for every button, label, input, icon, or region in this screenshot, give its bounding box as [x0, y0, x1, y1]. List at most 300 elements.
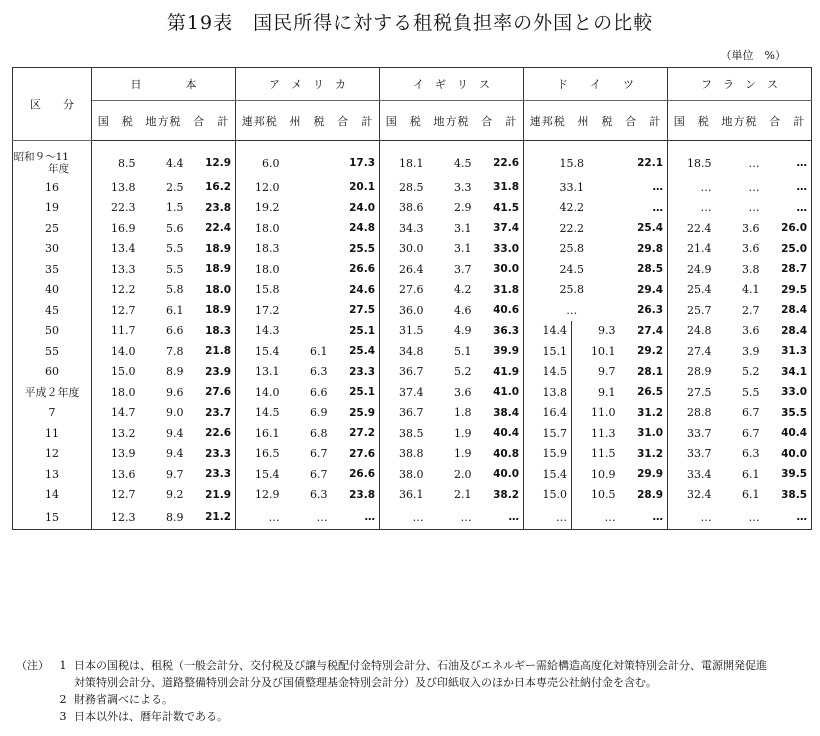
- table-cell: 22.4: [668, 218, 716, 239]
- row-label: 35: [13, 259, 92, 280]
- table-cell: 3.6: [454, 385, 472, 399]
- note-item: [16, 708, 811, 725]
- table-cell: 3.3: [454, 180, 472, 194]
- table-cell-total: 28.1: [637, 365, 664, 378]
- table-cell: 12.2: [92, 280, 140, 301]
- table-cell: 9.7: [572, 362, 620, 383]
- table-cell: 18.1: [380, 141, 428, 178]
- subheader-cell: 連邦税: [236, 101, 284, 141]
- table-cell: 28.5: [380, 177, 428, 198]
- table-cell-total: 25.4: [637, 222, 664, 235]
- table-cell: 16.4: [524, 403, 572, 424]
- table-cell-total: 29.8: [637, 242, 664, 255]
- table-cell-total: 40.4: [493, 427, 520, 440]
- table-cell: 15.9: [524, 444, 572, 465]
- table-cell-total: 30.0: [493, 263, 520, 276]
- table-row: [13, 259, 812, 280]
- table-cell-total: 26.5: [637, 386, 664, 399]
- country-header-uk: イ ギ リ ス: [380, 68, 524, 101]
- table-cell: 8.9: [140, 505, 188, 530]
- table-cell: 30.0: [380, 239, 428, 260]
- table-cell-total: …: [652, 181, 664, 194]
- note-item: [16, 657, 811, 674]
- table-cell: 13.8: [524, 382, 572, 403]
- table-cell: 6.8: [310, 426, 328, 440]
- table-cell: 10.1: [572, 341, 620, 362]
- table-cell: 2.7: [742, 303, 760, 317]
- table-cell-total: 22.1: [637, 157, 664, 169]
- subheader-cell: 合 計: [188, 101, 236, 141]
- subheader-cell: 合 計: [476, 101, 524, 141]
- table-cell: 13.3: [92, 259, 140, 280]
- table-cell: 21.4: [668, 239, 716, 260]
- table-cell: 12.3: [92, 505, 140, 530]
- table-cell-total: 28.9: [637, 488, 664, 501]
- table-cell: 18.0: [236, 218, 284, 239]
- table-cell-total: 41.0: [493, 386, 520, 399]
- table-cell: …: [284, 505, 332, 530]
- table-cell-total: 41.9: [493, 365, 520, 378]
- row-label: 50: [13, 321, 92, 342]
- table-cell: 34.8: [380, 341, 428, 362]
- table-row: [13, 341, 812, 362]
- subheader-row: [13, 101, 812, 141]
- row-label: 45: [13, 300, 92, 321]
- table-cell: 33.1: [524, 177, 620, 198]
- table-cell: 6.3: [742, 447, 760, 461]
- note-number: 2: [59, 693, 67, 706]
- table-cell: 8.5: [92, 141, 140, 178]
- subheader-cell: 合 計: [620, 101, 668, 141]
- table-cell: 4.2: [454, 283, 472, 297]
- table-cell: [284, 177, 332, 198]
- table-cell: …: [380, 505, 428, 530]
- table-cell-total: 23.8: [205, 201, 232, 214]
- table-cell: 15.7: [524, 423, 572, 444]
- table-cell: 14.3: [236, 321, 284, 342]
- table-cell: 3.9: [742, 344, 760, 358]
- row-label: 11: [13, 423, 92, 444]
- table-cell: 9.4: [166, 447, 184, 461]
- table-cell-total: 40.0: [781, 447, 808, 460]
- table-cell: …: [524, 505, 572, 530]
- table-cell: 38.0: [380, 464, 428, 485]
- table-cell: 9.2: [166, 488, 184, 502]
- table-cell: 11.3: [572, 423, 620, 444]
- table-cell: [284, 239, 332, 260]
- table-cell: 14.4: [524, 321, 572, 342]
- table-cell: 38.6: [380, 198, 428, 219]
- table-cell-total: 27.6: [349, 447, 376, 460]
- table-cell: 11.7: [92, 321, 140, 342]
- subheader-cell: 国 税: [380, 101, 428, 141]
- table-cell: 12.0: [236, 177, 284, 198]
- table-row: [13, 198, 812, 219]
- table-cell-total: 29.4: [637, 283, 664, 296]
- table-cell: 14.0: [236, 382, 284, 403]
- table-cell-total: 29.2: [637, 345, 664, 358]
- table-cell: 6.1: [166, 303, 184, 317]
- table-cell-total: 20.1: [349, 181, 376, 194]
- table-cell: 31.5: [380, 321, 428, 342]
- table-cell-total: 31.8: [493, 283, 520, 296]
- table-cell: …: [236, 505, 284, 530]
- table-cell: 27.4: [668, 341, 716, 362]
- table-cell: 24.9: [668, 259, 716, 280]
- table-cell-total: 18.3: [205, 324, 232, 337]
- table-cell-total: 21.8: [205, 345, 232, 358]
- subheader-cell: 州 税: [284, 101, 332, 141]
- table-cell: 25.4: [668, 280, 716, 301]
- table-cell: 12.7: [92, 485, 140, 506]
- note-number: 1: [59, 659, 67, 672]
- table-body: [13, 141, 812, 530]
- table-row: [13, 444, 812, 465]
- table-cell-total: 23.9: [205, 365, 232, 378]
- table-cell: 14.0: [92, 341, 140, 362]
- table-cell: …: [748, 180, 760, 194]
- table-cell-total: 28.7: [781, 263, 808, 276]
- table-row: [13, 280, 812, 301]
- table-row: [13, 382, 812, 403]
- table-cell: 22.2: [524, 218, 620, 239]
- table-cell-total: 25.1: [349, 324, 376, 337]
- table-cell: 13.1: [236, 362, 284, 383]
- table-cell: 9.1: [572, 382, 620, 403]
- table-cell-total: 38.2: [493, 488, 520, 501]
- table-cell: 5.8: [166, 283, 184, 297]
- table-cell: 18.0: [236, 259, 284, 280]
- table-cell: 33.7: [668, 423, 716, 444]
- table-cell: 13.9: [92, 444, 140, 465]
- table-cell-total: 25.0: [781, 242, 808, 255]
- table-cell-total: 34.1: [781, 365, 808, 378]
- table-cell: 36.7: [380, 362, 428, 383]
- table-cell: [284, 218, 332, 239]
- table-cell: 5.5: [166, 242, 184, 256]
- table-cell: 37.4: [380, 382, 428, 403]
- table-cell: 27.5: [668, 382, 716, 403]
- table-cell-total: 27.6: [205, 386, 232, 399]
- table-cell-total: 26.0: [781, 222, 808, 235]
- tax-burden-table: [12, 67, 812, 530]
- table-row: [13, 485, 812, 506]
- table-cell-total: 12.9: [205, 157, 232, 169]
- table-cell: [284, 198, 332, 219]
- table-cell: 6.3: [310, 488, 328, 502]
- table-cell: 26.4: [380, 259, 428, 280]
- row-label: 12: [13, 444, 92, 465]
- table-cell: 15.0: [524, 485, 572, 506]
- table-cell: …: [716, 505, 764, 530]
- table-cell: 15.8: [236, 280, 284, 301]
- subheader-cell: 地方税: [428, 101, 476, 141]
- table-cell-total: 26.6: [349, 263, 376, 276]
- table-cell: 6.9: [310, 406, 328, 420]
- table-cell: 16.5: [236, 444, 284, 465]
- table-cell-total: 38.5: [781, 488, 808, 501]
- table-cell: 11.5: [572, 444, 620, 465]
- notes-section: [16, 657, 811, 725]
- table-cell-total: 27.2: [349, 427, 376, 440]
- table-cell: 17.2: [236, 300, 284, 321]
- table-cell: 15.4: [236, 341, 284, 362]
- table-cell-total: 33.0: [493, 242, 520, 255]
- table-cell: 6.6: [310, 385, 328, 399]
- table-cell: 18.3: [236, 239, 284, 260]
- row-label: 平成２年度: [13, 382, 92, 403]
- table-row: [13, 141, 812, 178]
- table-row: [13, 464, 812, 485]
- table-cell: 6.7: [742, 426, 760, 440]
- table-cell-total: 24.6: [349, 283, 376, 296]
- table-cell: 8.9: [166, 365, 184, 379]
- table-cell-total: 31.3: [781, 345, 808, 358]
- table-cell: 5.2: [454, 365, 472, 379]
- row-label: 15: [13, 505, 92, 530]
- table-cell: 9.4: [166, 426, 184, 440]
- table-cell-total: …: [620, 505, 668, 530]
- table-cell: 15.4: [524, 464, 572, 485]
- table-cell-total: …: [796, 181, 808, 194]
- table-cell: 6.7: [310, 467, 328, 481]
- row-label: 19: [13, 198, 92, 219]
- table-cell: …: [524, 300, 620, 321]
- table-cell: [284, 280, 332, 301]
- table-cell: 32.4: [668, 485, 716, 506]
- table-cell: 33.4: [668, 464, 716, 485]
- table-cell: 2.5: [166, 180, 184, 194]
- table-cell: 4.4: [166, 156, 184, 170]
- table-cell: 4.5: [454, 156, 472, 170]
- table-cell-total: 31.2: [637, 447, 664, 460]
- table-cell: 9.7: [166, 467, 184, 481]
- table-cell: 10.9: [572, 464, 620, 485]
- table-cell-total: 22.6: [493, 157, 520, 169]
- table-cell: 6.1: [742, 488, 760, 502]
- table-cell: 14.7: [92, 403, 140, 424]
- table-cell-total: 28.4: [781, 324, 808, 337]
- table-cell-total: 39.5: [781, 468, 808, 481]
- table-cell-total: 36.3: [493, 324, 520, 337]
- page-title: 第19表 国民所得に対する租税負担率の外国との比較: [166, 12, 654, 34]
- table-cell-total: 37.4: [493, 222, 520, 235]
- table-cell: …: [668, 505, 716, 530]
- table-cell-total: 23.8: [349, 488, 376, 501]
- table-cell: 4.1: [742, 283, 760, 297]
- table-cell: 6.1: [310, 344, 328, 358]
- table-cell-total: 23.7: [205, 406, 232, 419]
- table-cell-total: 25.4: [349, 345, 376, 358]
- table-cell: 1.8: [454, 406, 472, 420]
- table-cell: 9.6: [166, 385, 184, 399]
- country-header-japan: 日 本: [92, 68, 236, 101]
- table-cell: …: [668, 177, 716, 198]
- subheader-cell: 州 税: [572, 101, 620, 141]
- note-item: [16, 691, 811, 708]
- table-cell: 36.0: [380, 300, 428, 321]
- table-cell: 24.8: [668, 321, 716, 342]
- table-cell-total: 27.5: [349, 304, 376, 317]
- table-cell: 13.2: [92, 423, 140, 444]
- table-cell: 24.5: [524, 259, 620, 280]
- table-cell: [284, 259, 332, 280]
- table-cell: 28.9: [668, 362, 716, 383]
- table-cell: 6.6: [166, 324, 184, 338]
- table-cell-total: 22.6: [205, 427, 232, 440]
- table-row: [13, 505, 812, 530]
- table-cell: 25.8: [524, 239, 620, 260]
- table-cell-total: 25.9: [349, 406, 376, 419]
- table-cell-total: …: [652, 201, 664, 214]
- table-cell-total: 16.2: [205, 181, 232, 194]
- subheader-cell: 国 税: [92, 101, 140, 141]
- table-cell-total: 23.3: [205, 447, 232, 460]
- table-cell-total: 41.5: [493, 201, 520, 214]
- table-cell: 1.5: [166, 201, 184, 215]
- country-header-usa: ア メ リ カ: [236, 68, 380, 101]
- note-number: 3: [59, 710, 67, 723]
- table-cell: 36.1: [380, 485, 428, 506]
- table-cell: 28.8: [668, 403, 716, 424]
- table-cell: 12.9: [236, 485, 284, 506]
- table-cell: 22.3: [92, 198, 140, 219]
- table-cell-total: …: [764, 505, 812, 530]
- subheader-cell: 合 計: [764, 101, 812, 141]
- table-cell: 33.7: [668, 444, 716, 465]
- table-cell: [284, 141, 332, 178]
- table-cell: 15.1: [524, 341, 572, 362]
- table-cell: 9.0: [166, 406, 184, 420]
- country-header-germany: ド イ ツ: [524, 68, 668, 101]
- note-text: 日本の国税は、租税（一般会計分、交付税及び譲与税配付金特別会計分、石油及びエネルギー需給構造高度化対策特別会計分、電源開発促進: [74, 659, 767, 672]
- table-cell-total: …: [796, 201, 808, 214]
- table-cell-total: 21.9: [205, 488, 232, 501]
- table-cell: 3.7: [454, 262, 472, 276]
- table-row: [13, 403, 812, 424]
- table-row: [13, 423, 812, 444]
- table-cell: 6.1: [742, 467, 760, 481]
- table-cell-total: 39.9: [493, 345, 520, 358]
- country-header-france: フ ラ ン ス: [668, 68, 812, 101]
- table-cell: 5.6: [166, 221, 184, 235]
- row-label: 13: [13, 464, 92, 485]
- table-cell: 15.8: [524, 141, 620, 178]
- table-cell: 38.8: [380, 444, 428, 465]
- table-cell-total: 29.5: [781, 283, 808, 296]
- table-cell-total: 25.1: [349, 386, 376, 399]
- table-cell: 3.6: [742, 242, 760, 256]
- table-cell: 11.0: [572, 403, 620, 424]
- table-cell-total: 18.9: [205, 242, 232, 255]
- table-row: [13, 218, 812, 239]
- note-text: 日本以外は、暦年計数である。: [74, 710, 228, 723]
- table-cell-total: 25.5: [349, 242, 376, 255]
- table-cell-total: 33.0: [781, 386, 808, 399]
- table-cell: 13.4: [92, 239, 140, 260]
- table-cell: 38.5: [380, 423, 428, 444]
- table-cell-total: 38.4: [493, 406, 520, 419]
- table-cell: 15.4: [236, 464, 284, 485]
- table-cell-total: 24.8: [349, 222, 376, 235]
- table-cell: …: [748, 156, 760, 170]
- table-cell-total: …: [796, 157, 808, 169]
- table-cell: 9.3: [572, 321, 620, 342]
- table-cell: 2.9: [454, 201, 472, 215]
- table-cell: 3.6: [742, 324, 760, 338]
- table-cell: 6.7: [310, 447, 328, 461]
- table-cell: 27.6: [380, 280, 428, 301]
- table-cell-total: 31.0: [637, 427, 664, 440]
- table-cell-total: 26.6: [349, 468, 376, 481]
- table-cell-total: 31.2: [637, 406, 664, 419]
- table-cell: 16.9: [92, 218, 140, 239]
- table-cell: 3.1: [454, 242, 472, 256]
- table-cell-total: 28.4: [781, 304, 808, 317]
- table-cell: 6.3: [310, 365, 328, 379]
- table-cell: 18.5: [668, 141, 716, 178]
- table-cell: 25.8: [524, 280, 620, 301]
- table-cell-total: 23.3: [349, 365, 376, 378]
- table-cell: 2.0: [454, 467, 472, 481]
- table-cell: 7.8: [166, 344, 184, 358]
- subheader-cell: 地方税: [140, 101, 188, 141]
- table-cell-total: 18.0: [205, 283, 232, 296]
- row-label: 25: [13, 218, 92, 239]
- table-cell: 36.7: [380, 403, 428, 424]
- table-cell-total: 21.2: [188, 505, 236, 530]
- table-cell: 13.8: [92, 177, 140, 198]
- table-cell: 18.0: [92, 382, 140, 403]
- table-cell-total: …: [476, 505, 524, 530]
- table-cell: 4.6: [454, 303, 472, 317]
- subheader-cell: 地方税: [716, 101, 764, 141]
- table-cell: 34.3: [380, 218, 428, 239]
- table-row: [13, 362, 812, 383]
- table-cell: 4.9: [454, 324, 472, 338]
- table-cell: 5.1: [454, 344, 472, 358]
- row-label: 30: [13, 239, 92, 260]
- table-cell-total: 22.4: [205, 222, 232, 235]
- note-continuation: [16, 674, 811, 691]
- table-cell-total: 40.6: [493, 304, 520, 317]
- table-cell-total: 24.0: [349, 201, 376, 214]
- table-cell: 5.5: [166, 262, 184, 276]
- table-row: [13, 321, 812, 342]
- table-cell: 5.2: [742, 365, 760, 379]
- row-label: 40: [13, 280, 92, 301]
- table-cell-total: 35.5: [781, 406, 808, 419]
- table-cell: 19.2: [236, 198, 284, 219]
- kubun-header: 区 分: [13, 68, 92, 141]
- subheader-cell: 国 税: [668, 101, 716, 141]
- row-label: 14: [13, 485, 92, 506]
- subheader-cell: 連邦税: [524, 101, 572, 141]
- note-text: 財務省調べによる。: [74, 693, 173, 706]
- table-cell-total: 17.3: [349, 157, 376, 169]
- row-label: 昭和９～11年度: [13, 141, 92, 178]
- table-cell-total: 18.9: [205, 263, 232, 276]
- table-cell: 10.5: [572, 485, 620, 506]
- row-label: 16: [13, 177, 92, 198]
- table-cell: 1.9: [454, 426, 472, 440]
- table-cell: 3.6: [742, 221, 760, 235]
- table-row: [13, 177, 812, 198]
- table-cell: 3.8: [742, 262, 760, 276]
- table-cell: …: [572, 505, 620, 530]
- table-row: [13, 300, 812, 321]
- table-cell: 14.5: [524, 362, 572, 383]
